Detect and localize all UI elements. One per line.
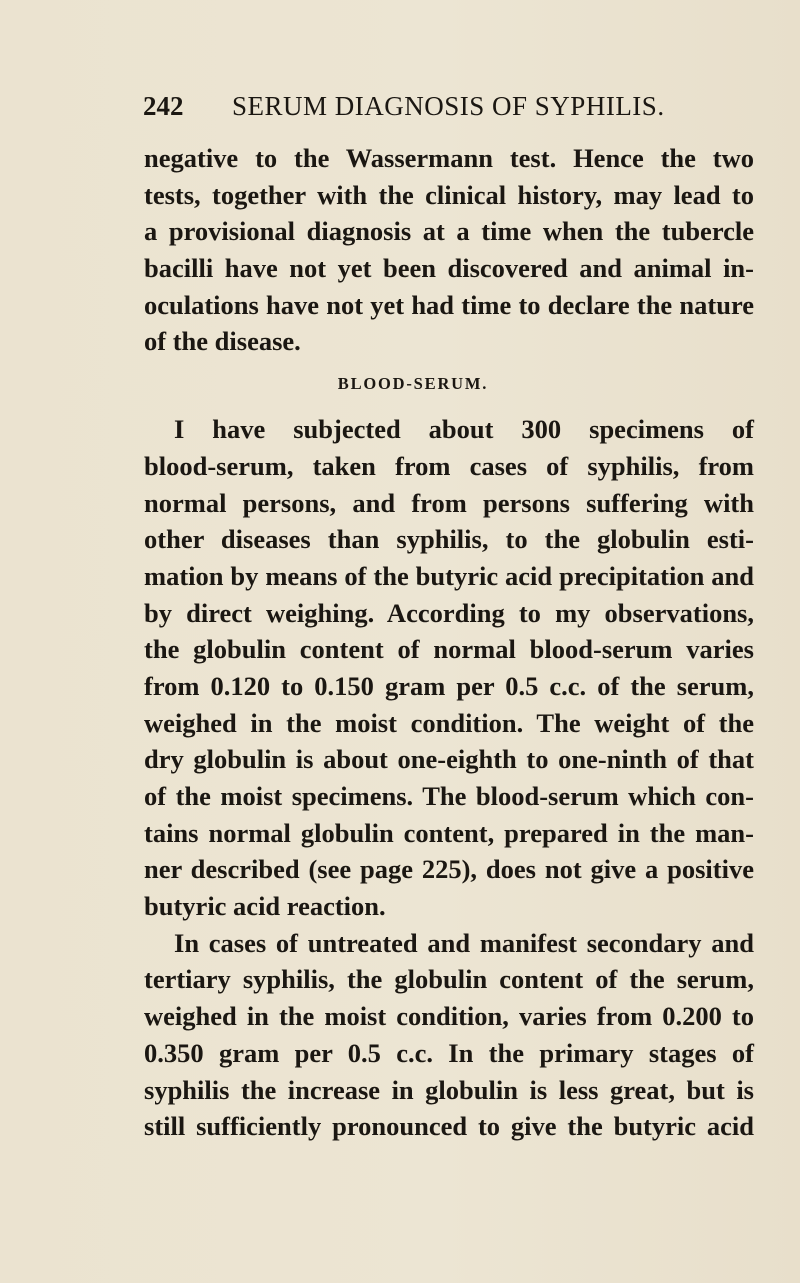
text-line: 0.350 gram per 0.5 c.c. In the primary stages of bbox=[144, 1037, 754, 1068]
page-number: 242 bbox=[143, 91, 184, 121]
body-text bbox=[144, 140, 754, 1145]
text-line: the globulin content of normal blood-serum varies bbox=[144, 634, 754, 665]
running-head: SERUM DIAGNOSIS OF SYPHILIS. bbox=[232, 91, 665, 121]
text-line: tains normal globulin content, prepared in the man- bbox=[144, 817, 754, 848]
text-line: of the moist specimens. The blood-serum which con- bbox=[144, 781, 754, 811]
text-line: by direct weighing. According to my observations, bbox=[144, 597, 754, 628]
text-line: negative to the Wassermann test. Hence the two bbox=[144, 143, 754, 173]
text-line: dry globulin is about one-eighth to one-ninth of that bbox=[144, 744, 754, 775]
text-line: bacilli have not yet been discovered and animal in- bbox=[144, 253, 754, 284]
text-line: tertiary syphilis, the globulin content of the serum, bbox=[144, 964, 754, 995]
text-line: still sufficiently pronounced to give the butyric acid bbox=[144, 1111, 754, 1142]
text-line: weighed in the moist condition, varies from 0.200 to bbox=[144, 1001, 754, 1032]
text-line: a provisional diagnosis at a time when the tubercle bbox=[144, 216, 754, 247]
text-line: of the disease. bbox=[144, 326, 301, 357]
paragraph-syphilis-cases bbox=[144, 925, 754, 1145]
text-line: ner described (see page 225), does not give a positive bbox=[144, 854, 754, 885]
text-line: blood-serum, taken from cases of syphilis, from bbox=[144, 450, 754, 481]
text-line: other diseases than syphilis, to the globulin esti- bbox=[144, 524, 754, 555]
text-line: I have subjected about 300 specimens of bbox=[174, 414, 754, 445]
text-line: butyric acid reaction. bbox=[144, 891, 386, 922]
text-line: mation by means of the butyric acid precipitation and bbox=[144, 560, 754, 591]
text-line: normal persons, and from persons suffering with bbox=[144, 487, 754, 518]
text-line: weighed in the moist condition. The weight of the bbox=[144, 707, 754, 738]
text-line: syphilis the increase in globulin is less great, but is bbox=[144, 1074, 754, 1105]
text-line: oculations have not yet had time to declare the nature bbox=[144, 289, 754, 320]
page-header bbox=[143, 88, 663, 124]
text-line: tests, together with the clinical history, may lead to bbox=[144, 179, 754, 210]
text-line: In cases of untreated and manifest secondary and bbox=[174, 927, 754, 958]
text-line: from 0.120 to 0.150 gram per 0.5 c.c. of the serum, bbox=[144, 670, 754, 701]
paragraph-blood-serum bbox=[144, 411, 754, 925]
paragraph-continuation bbox=[144, 140, 754, 360]
section-heading: BLOOD-SERUM. bbox=[337, 374, 489, 394]
